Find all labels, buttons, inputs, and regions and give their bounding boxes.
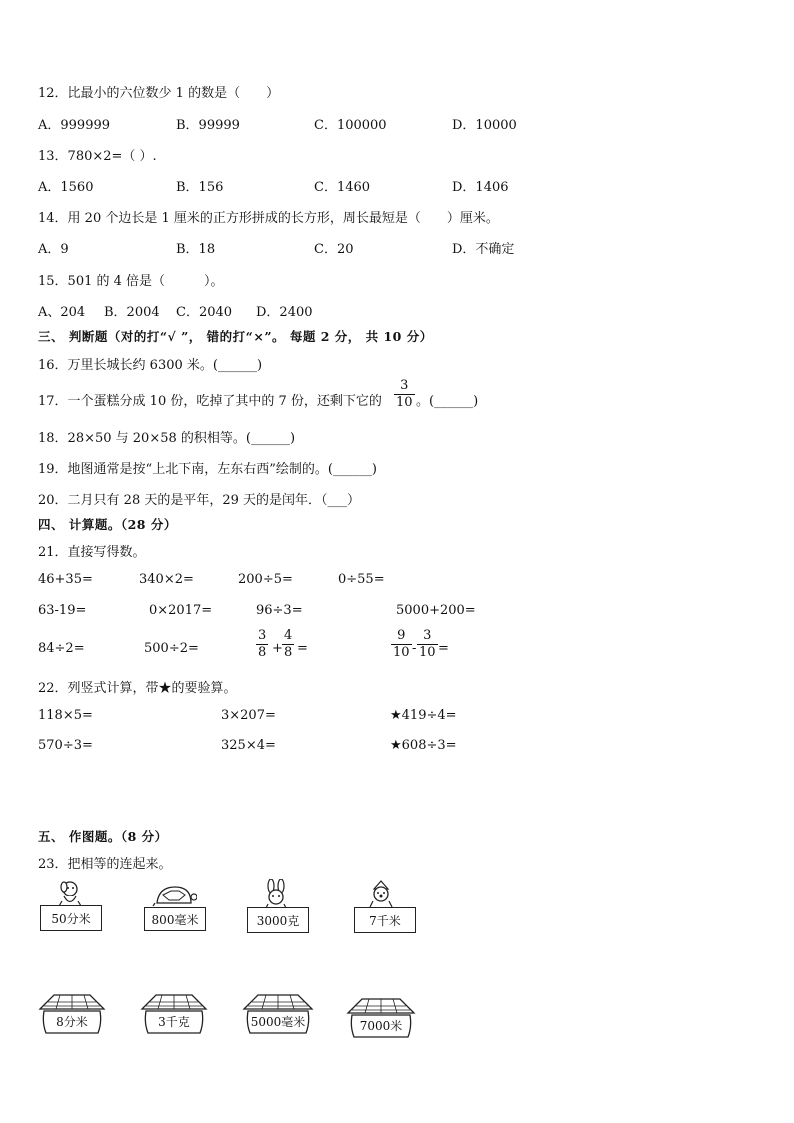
q21-item: 200÷5=: [238, 572, 293, 587]
q13-option-c: C．1460: [314, 180, 371, 195]
q13-option-b: B．156: [176, 180, 224, 195]
turtle-icon: [151, 883, 197, 907]
q21-frac2-op: -: [412, 641, 417, 656]
q22-item: ★419÷4=: [390, 708, 457, 723]
q12-option-b: B．99999: [176, 118, 240, 133]
q15-option-a: A、204: [38, 305, 86, 320]
sign-top-1: 50分米: [40, 905, 102, 931]
q21-item: 500÷2=: [144, 641, 199, 656]
dog-icon: [54, 879, 86, 907]
q21-item: 84÷2=: [38, 641, 85, 656]
q21-frac1-second: [282, 629, 294, 660]
clown-icon: [366, 879, 396, 909]
q22-item: ★608÷3=: [390, 738, 457, 753]
q13-stem: 13．780×2=（ ）.: [38, 149, 157, 164]
q16-text: 16．万里长城长约 6300 米。(______): [38, 358, 263, 373]
denominator: 10: [419, 645, 436, 660]
q21-item: 63-19=: [38, 603, 87, 618]
numerator: 4: [284, 628, 293, 643]
house-1: [38, 993, 106, 1037]
q21-item: 0×2017=: [149, 603, 213, 618]
section-3-heading: 三、 判断题（对的打“√ ”， 错的打“×”。 每题 2 分， 共 10 分）: [38, 329, 433, 344]
q15-option-d: D．2400: [256, 305, 313, 320]
q14-option-d: D．不确定: [452, 242, 515, 257]
q14-option-c: C．20: [314, 242, 354, 257]
q21-frac2-eq: =: [438, 641, 449, 656]
sign-top-4: 7千米: [354, 907, 416, 933]
denominator: 8: [258, 645, 267, 660]
numerator: 3: [258, 628, 267, 643]
q21-frac1-first: [256, 629, 268, 660]
q12-option-d: D．10000: [452, 118, 517, 133]
q21-item: 0÷55=: [338, 572, 385, 587]
q12-option-a: A．999999: [38, 118, 111, 133]
denominator: 8: [284, 645, 293, 660]
q17-text-after: 。(______): [416, 394, 479, 409]
q17-fraction: [394, 379, 415, 410]
q15-option-b: B．2004: [104, 305, 160, 320]
q17-text-before: 17．一个蛋糕分成 10 份，吃掉了其中的 7 份，还剩下它的: [38, 394, 382, 409]
q20-text: 20．二月只有 28 天的是平年，29 天的是闰年．（___）: [38, 493, 361, 508]
q21-item: 46+35=: [38, 572, 93, 587]
q21-frac2-first: [391, 629, 412, 660]
q19-text: 19．地图通常是按“上北下南，左东右西”绘制的。(______): [38, 462, 377, 477]
q18-text: 18．28×50 与 20×58 的积相等。(______): [38, 431, 296, 446]
house-2: [140, 993, 208, 1037]
house-label-1: 8分米: [56, 1015, 88, 1029]
rabbit-icon: [262, 879, 290, 909]
q21-frac2-second: [417, 629, 438, 660]
house-4: [346, 997, 416, 1041]
numerator: 3: [423, 628, 432, 643]
q22-item: 3×207=: [221, 708, 276, 723]
sign-top-2: 800毫米: [144, 907, 206, 931]
q12-option-c: C．100000: [314, 118, 387, 133]
q14-option-b: B．18: [176, 242, 216, 257]
q14-option-a: A．9: [38, 242, 69, 257]
house-3: [242, 993, 314, 1037]
q15-option-c: C．2040: [176, 305, 233, 320]
q15-stem: 15．501 的 4 倍是（ ）。: [38, 274, 224, 289]
house-label-4: 7000米: [359, 1019, 403, 1033]
q13-option-d: D．1406: [452, 180, 509, 195]
q21-item: 5000+200=: [396, 603, 476, 618]
house-label-2: 3千克: [158, 1015, 190, 1029]
q21-frac1-op: +: [272, 641, 283, 656]
q14-stem: 14．用 20 个边长是 1 厘米的正方形拼成的长方形，周长最短是（ ）厘米。: [38, 211, 499, 226]
q22-item: 570÷3=: [38, 738, 93, 753]
section-5-heading: 五、 作图题。（8 分）: [38, 829, 168, 844]
q12-stem: 12．比最小的六位数少 1 的数是（ ）: [38, 86, 280, 101]
q21-frac1-eq: =: [297, 641, 308, 656]
q21-stem: 21．直接写得数。: [38, 545, 146, 560]
sign-top-3: 3000克: [247, 907, 309, 933]
house-label-3: 5000毫米: [250, 1015, 306, 1029]
q22-item: 325×4=: [221, 738, 276, 753]
q21-item: 96÷3=: [256, 603, 303, 618]
q23-stem: 23．把相等的连起来。: [38, 857, 172, 872]
q17-numerator: 3: [400, 378, 409, 393]
q21-item: 340×2=: [139, 572, 194, 587]
section-4-heading: 四、 计算题。（28 分）: [38, 517, 177, 532]
q13-option-a: A．1560: [38, 180, 94, 195]
q22-item: 118×5=: [38, 708, 93, 723]
q17-denominator: 10: [396, 395, 413, 410]
denominator: 10: [393, 645, 410, 660]
numerator: 9: [397, 628, 406, 643]
q22-stem: 22．列竖式计算，带★的要验算。: [38, 681, 237, 696]
